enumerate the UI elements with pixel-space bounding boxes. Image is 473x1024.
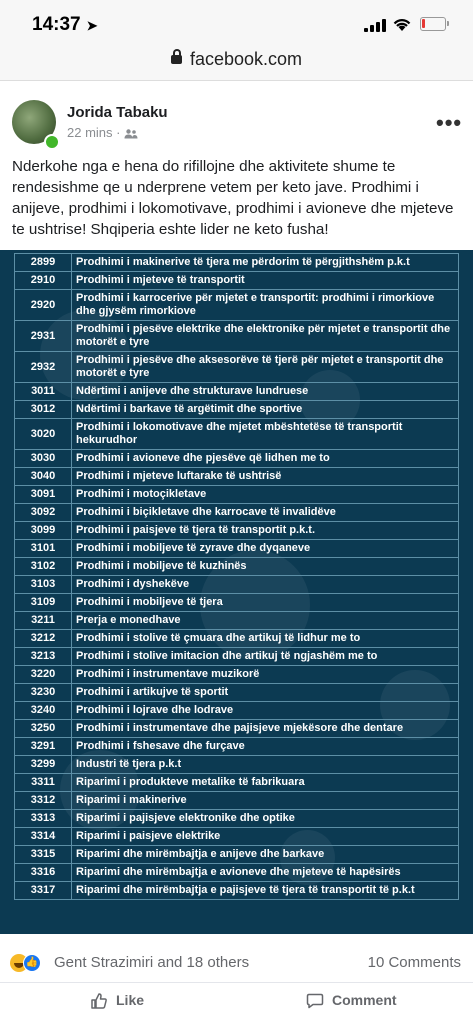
table-row xyxy=(15,272,459,290)
table-row xyxy=(15,648,459,666)
table-row xyxy=(15,522,459,540)
location-arrow-icon: ➤ xyxy=(86,18,98,33)
post-image[interactable] xyxy=(0,250,473,934)
activity-description: Prodhimi i pjesëve dhe aksesorëve të tjerë për mjetet e transportit dhe motorët e tyre xyxy=(72,352,459,383)
activity-code: 3312 xyxy=(15,792,72,810)
activity-description: Prodhimi i fshesave dhe furçave xyxy=(72,738,459,756)
post-header xyxy=(0,92,473,152)
activity-description: Prodhimi i mjeteve të transportit xyxy=(72,272,459,290)
battery-icon xyxy=(420,17,446,31)
activity-description: Prodhimi i mobiljeve të kuzhinës xyxy=(72,558,459,576)
activity-description: Prodhimi i mobiljeve të zyrave dhe dyqaneve xyxy=(72,540,459,558)
activity-description: Riparimi i paisjeve elektrike xyxy=(72,828,459,846)
table-row xyxy=(15,738,459,756)
table-row xyxy=(15,504,459,522)
table-row xyxy=(15,828,459,846)
comment-button[interactable]: Comment xyxy=(306,992,397,1009)
activity-code: 3091 xyxy=(15,486,72,504)
table-row xyxy=(15,352,459,383)
activity-code: 3030 xyxy=(15,450,72,468)
activity-code: 2920 xyxy=(15,290,72,321)
table-row xyxy=(15,450,459,468)
activity-code: 2932 xyxy=(15,352,72,383)
activity-code: 3103 xyxy=(15,576,72,594)
activity-code: 3213 xyxy=(15,648,72,666)
like-button[interactable]: Like xyxy=(90,992,144,1010)
table-row xyxy=(15,419,459,450)
activity-code: 3240 xyxy=(15,702,72,720)
table-row xyxy=(15,882,459,900)
reaction-icons[interactable] xyxy=(10,954,44,972)
battery-level xyxy=(422,19,425,28)
activity-code: 2931 xyxy=(15,321,72,352)
thumbs-up-icon xyxy=(90,992,108,1010)
activity-code: 3099 xyxy=(15,522,72,540)
activity-description: Prodhimi i instrumentave muzikorë xyxy=(72,666,459,684)
more-options-icon[interactable]: ••• xyxy=(436,110,463,135)
table-row xyxy=(15,684,459,702)
table-row xyxy=(15,254,459,272)
table-row xyxy=(15,810,459,828)
post-time[interactable]: 22 mins xyxy=(67,125,113,140)
activity-codes-table xyxy=(14,253,459,900)
activity-code: 3220 xyxy=(15,666,72,684)
activity-description: Prerja e monedhave xyxy=(72,612,459,630)
like-reaction-icon: 👍 xyxy=(23,954,41,972)
activity-description: Riparimi i makinerive xyxy=(72,792,459,810)
activity-code: 3211 xyxy=(15,612,72,630)
table-row xyxy=(15,720,459,738)
activity-description: Prodhimi i stolive imitacion dhe artikuj të ngjashëm me to xyxy=(72,648,459,666)
activity-code: 3317 xyxy=(15,882,72,900)
table-row xyxy=(15,540,459,558)
activity-code: 3291 xyxy=(15,738,72,756)
activity-description: Prodhimi i mjeteve luftarake të ushtrisë xyxy=(72,468,459,486)
table-row xyxy=(15,774,459,792)
table-row xyxy=(15,630,459,648)
activity-code: 3311 xyxy=(15,774,72,792)
activity-code: 3212 xyxy=(15,630,72,648)
meta-separator: · xyxy=(116,125,121,140)
activity-description: Riparimi dhe mirëmbajtja e avioneve dhe mjeteve të hapësirës xyxy=(72,864,459,882)
activity-description: Riparimi dhe mirëmbajtja e pajisjeve të tjera të transportit të p.k.t xyxy=(72,882,459,900)
activity-code: 3230 xyxy=(15,684,72,702)
activity-description: Prodhimi i artikujve të sportit xyxy=(72,684,459,702)
activity-description: Ndërtimi i barkave të argëtimit dhe sportive xyxy=(72,401,459,419)
url-text: facebook.com xyxy=(189,49,303,69)
table-row xyxy=(15,321,459,352)
table-row xyxy=(15,756,459,774)
activity-code: 2899 xyxy=(15,254,72,272)
table-row xyxy=(15,558,459,576)
reactions-bar xyxy=(0,944,473,983)
activity-description: Prodhimi i stolive të çmuara dhe artikuj të lidhur me to xyxy=(72,630,459,648)
comments-count[interactable]: 10 Comments xyxy=(367,954,461,971)
activity-code: 3092 xyxy=(15,504,72,522)
lock-icon xyxy=(171,55,182,64)
activity-description: Prodhimi i lojrave dhe lodrave xyxy=(72,702,459,720)
activity-code: 3101 xyxy=(15,540,72,558)
table-row xyxy=(15,846,459,864)
activity-description: Industri të tjera p.k.t xyxy=(72,756,459,774)
activity-description: Riparimi i pajisjeve elektronike dhe optike xyxy=(72,810,459,828)
table-row xyxy=(15,864,459,882)
reaction-names[interactable]: Gent Strazimiri and 18 others xyxy=(54,954,250,971)
address-bar[interactable] xyxy=(0,44,473,81)
friends-audience-icon[interactable] xyxy=(124,129,138,139)
comment-bubble-icon xyxy=(306,993,324,1009)
activity-description: Prodhimi i dyshekëve xyxy=(72,576,459,594)
activity-description: Prodhimi i avioneve dhe pjesëve që lidhen me to xyxy=(72,450,459,468)
activity-code: 3313 xyxy=(15,810,72,828)
activity-description: Ndërtimi i anijeve dhe strukturave lundruese xyxy=(72,383,459,401)
table-row xyxy=(15,290,459,321)
activity-description: Prodhimi i pjesëve elektrike dhe elektronike për mjetet e transportit dhe motorët e tyre xyxy=(72,321,459,352)
cellular-signal-icon xyxy=(364,18,388,32)
activity-code: 3102 xyxy=(15,558,72,576)
activity-description: Prodhimi i motoçikletave xyxy=(72,486,459,504)
activity-description: Prodhimi i makinerive të tjera me përdorim të përgjithshëm p.k.t xyxy=(72,254,459,272)
activity-description: Riparimi dhe mirëmbajtja e anijeve dhe barkave xyxy=(72,846,459,864)
activity-code: 3011 xyxy=(15,383,72,401)
activity-description: Prodhimi i paisjeve të tjera të transportit p.k.t. xyxy=(72,522,459,540)
activity-description: Prodhimi i lokomotivave dhe mjetet mbështetëse të transportit hekurudhor xyxy=(72,419,459,450)
activity-description: Prodhimi i karrocerive për mjetet e transportit: prodhimi i rimorkiove dhe gjysëm rimorkiove xyxy=(72,290,459,321)
table-row xyxy=(15,486,459,504)
post-author[interactable]: Jorida Tabaku xyxy=(67,104,168,121)
activity-description: Prodhimi i mobiljeve të tjera xyxy=(72,594,459,612)
activity-code: 3020 xyxy=(15,419,72,450)
activity-code: 3250 xyxy=(15,720,72,738)
activity-code: 3316 xyxy=(15,864,72,882)
table-row xyxy=(15,612,459,630)
post-text: Nderkohe nga e hena do rifillojne dhe aktivitete shume te rendesishme qe u nderprene vetem per keto jave. Prodhimi i anijeve, prodhimi i lokomotivave, prodhimi i avioneve dhe mjeteve te ushtrise! Shqiperia eshte lider ne keto fusha! xyxy=(12,158,454,238)
table-row xyxy=(15,401,459,419)
activity-code: 3012 xyxy=(15,401,72,419)
table-row xyxy=(15,468,459,486)
activity-code: 3315 xyxy=(15,846,72,864)
wifi-icon xyxy=(392,16,412,32)
activity-code: 3109 xyxy=(15,594,72,612)
table-row xyxy=(15,576,459,594)
table-row xyxy=(15,383,459,401)
table-row xyxy=(15,792,459,810)
status-bar xyxy=(0,0,473,44)
activity-description: Riparimi i produkteve metalike të fabrikuara xyxy=(72,774,459,792)
activity-description: Prodhimi i biçikletave dhe karrocave të invalidëve xyxy=(72,504,459,522)
table-row xyxy=(15,594,459,612)
activity-code: 3299 xyxy=(15,756,72,774)
table-row xyxy=(15,702,459,720)
activity-code: 2910 xyxy=(15,272,72,290)
activity-code: 3040 xyxy=(15,468,72,486)
post-meta xyxy=(67,125,138,140)
table-row xyxy=(15,666,459,684)
activity-code: 3314 xyxy=(15,828,72,846)
online-status-icon xyxy=(44,134,60,150)
status-time: 14:37 ➤ xyxy=(32,14,98,35)
post-actions xyxy=(0,984,473,1024)
activity-description: Prodhimi i instrumentave dhe pajisjeve mjekësore dhe dentare xyxy=(72,720,459,738)
